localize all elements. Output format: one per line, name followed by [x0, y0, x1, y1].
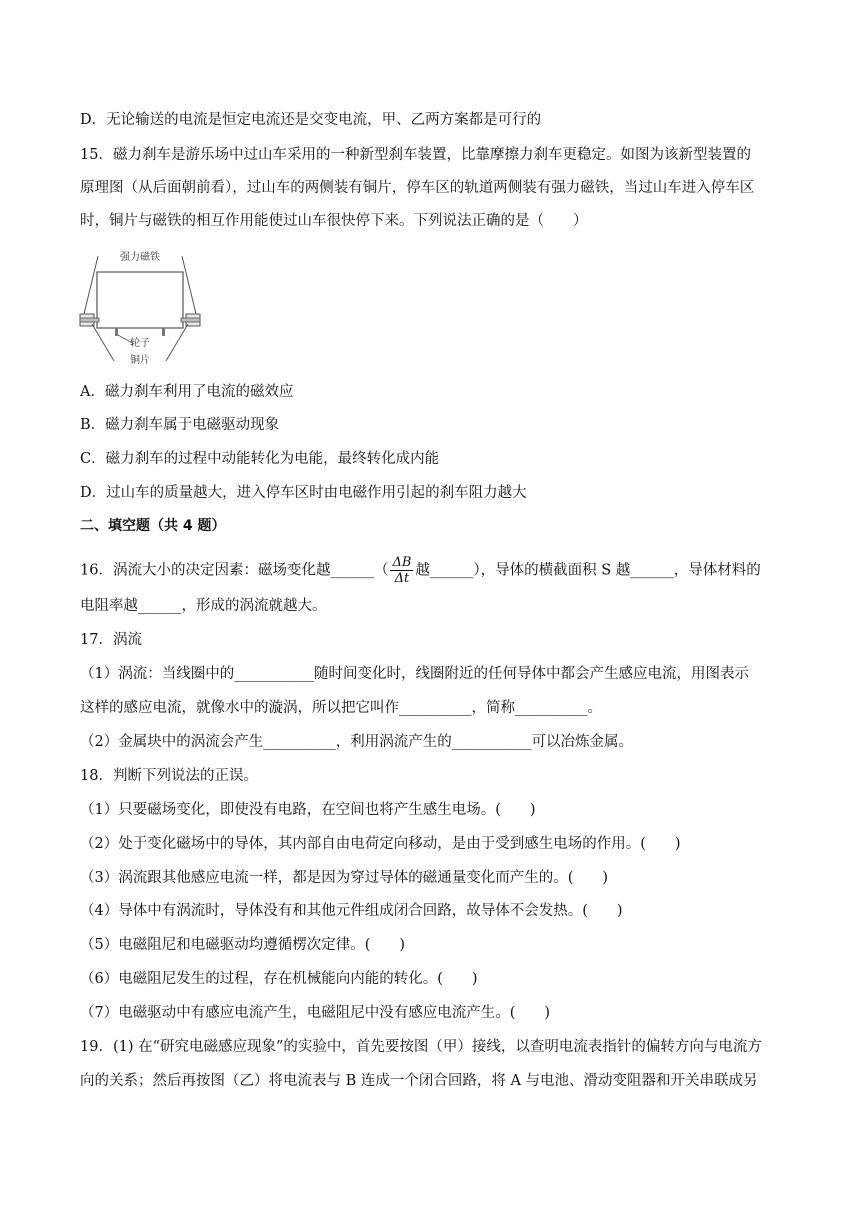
label-magnet: 强力磁铁 — [120, 252, 160, 263]
q16-part1: 16．涡流大小的决定因素：磁场变化越______（ — [80, 562, 389, 579]
q17-sub1-line1: （1）涡流：当线圈中的___________随时间变化时，线圈附近的任何导体中都会产生感应电流，用图表示 — [80, 666, 749, 682]
q18-item: （7）电磁驱动中有感应电流产生，电磁阻尼中没有感应电流产生。( ) — [80, 1005, 551, 1021]
q19-line1: 19．(1) 在“研究电磁感应现象”的实验中，首先要按图（甲）接线，以查明电流表指针的偏转方向与电流方 — [80, 1039, 762, 1055]
q17-sub2: （2）金属块中的涡流会产生__________，利用涡流产生的___________可以冶炼金属。 — [80, 734, 633, 750]
q15-stem-line3: 时，铜片与磁铁的相互作用能使过山车很快停下来。下列说法正确的是（ ） — [80, 213, 588, 229]
label-copper: 铜片 — [130, 355, 150, 366]
delta-b-over-delta-t — [390, 555, 413, 586]
q18-item: （3）涡流跟其他感应电流一样，都是因为穿过导体的磁通量变化而产生的。( ) — [80, 870, 609, 886]
frac-num: ΔB — [392, 555, 412, 570]
q15-stem-line2: 原理图（从后面朝前看），过山车的两侧装有铜片，停车区的轨道两侧装有强力磁铁，当过山车进入停车区 — [80, 180, 755, 196]
q16-line2: 电阻率越______，形成的涡流就越大。 — [80, 598, 327, 614]
q19-line2: 向的关系；然后再按图（乙）将电流表与 B 连成一个闭合回路，将 A 与电池、滑动变阻器和开关串联成另 — [80, 1073, 758, 1089]
q15-stem-line1: 15．磁力刹车是游乐场中过山车采用的一种新型刹车装置，比靠摩擦力刹车更稳定。如图为该新型装置的 — [80, 147, 751, 163]
q18-item: （1）只要磁场变化，即使没有电路，在空间也将产生感生电场。( ) — [80, 802, 536, 818]
q15-option-a: A．磁力刹车利用了电流的磁效应 — [80, 384, 294, 400]
frac-den: Δt — [394, 571, 410, 586]
q18-item: （2）处于变化磁场中的导体，其内部自由电荷定向移动，是由于受到感生电场的作用。( ) — [80, 836, 681, 852]
q16-part2: 越______），导体的横截面积 S 越______，导体材料的 — [415, 562, 761, 579]
q17-title: 17．涡流 — [80, 632, 142, 648]
q15-option-d: D．过山车的质量越大，进入停车区时由电磁作用引起的刹车阻力越大 — [80, 485, 527, 501]
q14-option-d: D．无论输送的电流是恒定电流还是交变电流，甲、乙两方案都是可行的 — [80, 112, 542, 128]
q18-item: （4）导体中有涡流时，导体没有和其他元件组成闭合回路，故导体不会发热。( ) — [80, 903, 623, 919]
q18-item: （6）电磁阻尼发生的过程，存在机械能向内能的转化。( ) — [80, 971, 478, 987]
q18-item: （5）电磁阻尼和电磁驱动均遵循楞次定律。( ) — [80, 937, 406, 953]
q15-option-c: C．磁力刹车的过程中动能转化为电能，最终转化成内能 — [80, 451, 440, 467]
section-heading: 二、填空题（共 4 题） — [80, 518, 226, 534]
q16-line1 — [80, 555, 780, 586]
q18-title: 18．判断下列说法的正误。 — [80, 768, 258, 784]
q15-option-b: B．磁力刹车属于电磁驱动现象 — [80, 417, 280, 433]
magnetic-brake-diagram — [78, 244, 202, 370]
q17-sub1-line2: 这样的感应电流，就像水中的漩涡，所以把它叫作__________，简称__________。 — [80, 700, 602, 716]
label-wheel: 轮子 — [130, 338, 150, 349]
